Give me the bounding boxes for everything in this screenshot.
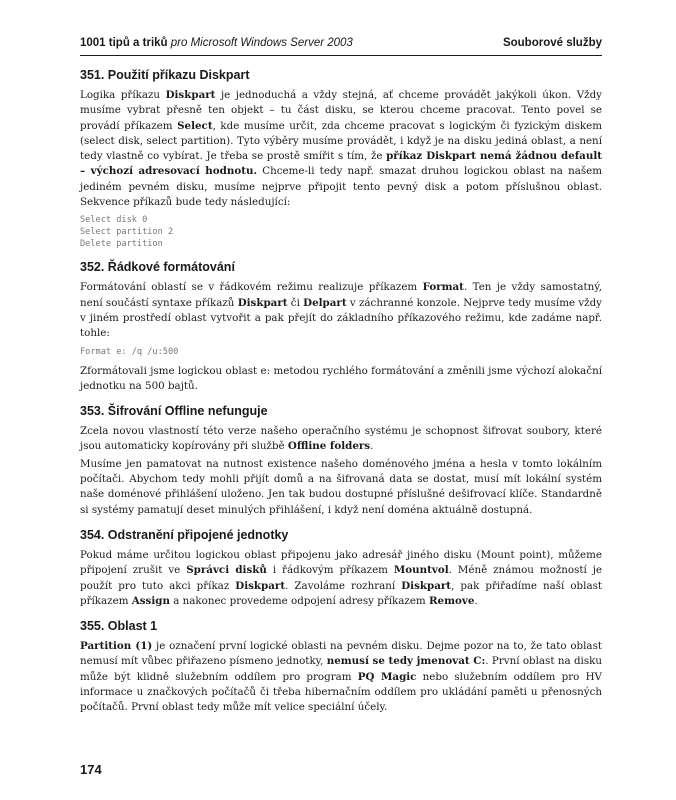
text-run: Chceme-li tedy např. smazat druhou logickou oblast na našem jediném pevném disku, musíme nejprve připojit tento pevný disk a potom příslušnou oblast. Sekvence příkazů bude tedy následující:	[80, 165, 603, 209]
paragraph	[80, 457, 602, 518]
bold-term: Format	[422, 281, 464, 294]
text-run: . Méně známou možností je použít pro tuto akci příkaz	[80, 564, 603, 592]
bold-term: Diskpart	[235, 579, 286, 592]
text-run: Formátování oblastí se v řádkovém režimu realizuje příkazem	[80, 281, 423, 294]
paragraph	[80, 639, 602, 715]
text-run: Logika příkazu	[80, 89, 166, 101]
tip-section	[80, 527, 602, 609]
bold-term: Diskpart	[165, 89, 216, 101]
paragraph	[80, 280, 602, 341]
text-run: i řádkovým příkazem	[266, 564, 394, 577]
running-head	[80, 37, 602, 55]
tip-heading: 354. Odstranění připojené jednotky	[80, 527, 289, 542]
text-run: v záchranné konzole. Nejprve tedy musíme vždy v jiném prostředí oblast vytvořit a pak přejít do základního příkazového režimu, kde zadáme např. tohle:	[80, 296, 602, 340]
paragraph	[80, 424, 602, 455]
book-title: 1001 tipů a triků	[80, 37, 168, 49]
code-block	[80, 214, 602, 250]
bold-term: příkaz Diskpart nemá žádnou default – výchozí adresovací hodnotu.	[80, 150, 602, 178]
tip-heading: 352. Řádkové formátování	[80, 260, 235, 275]
bold-term: Delpart	[303, 296, 347, 309]
text-run: . Ten je vždy samostatný, není součástí syntaxe příkazů	[80, 281, 602, 309]
bold-term: Offline folders	[287, 440, 371, 453]
book-title-line	[80, 37, 353, 49]
tip-heading: 355. Oblast 1	[80, 619, 158, 634]
text-run: .	[370, 440, 374, 453]
text-run: . První oblast na disku může být klidně služebním oddílem pro program	[80, 655, 602, 683]
tip-section	[80, 259, 602, 394]
code-line: Format e: /q /u:500	[80, 346, 179, 357]
paragraph	[80, 88, 602, 210]
code-line: Delete partition	[80, 239, 163, 250]
page-number: 174	[80, 762, 102, 777]
bold-term: PQ Magic	[357, 670, 417, 683]
text-run: , pak přiřadíme naší oblast příkazem	[80, 579, 603, 607]
tip-heading: 351. Použití příkazu Diskpart	[80, 68, 250, 82]
paragraph	[80, 364, 602, 395]
bold-term: nemusí se tedy jmenovat C:	[326, 655, 486, 668]
bold-term: Select	[177, 119, 213, 132]
tip-heading: 353. Šifrování Offline nefunguje	[80, 404, 268, 419]
code-line: Select partition 2	[80, 227, 174, 238]
text-run: Pokud máme určitou logickou oblast připojenu jako adresář jiného disku (Mount point), můžeme připojení zrušit ve	[80, 548, 602, 577]
text-run: , kde musíme určit, zda chceme pracovat s logickým či fyzickým diskem (select disk, select partition). Tyto výběry musíme provádět, i když je na disku jediná oblast, a není tedy vlastně co vybírat. Je třeba se prostě smířit s tím, že	[80, 119, 602, 163]
code-block	[80, 346, 602, 358]
text-run: .	[474, 594, 478, 607]
bold-term: Mountvol	[393, 564, 449, 577]
bold-term: Správci disků	[186, 564, 267, 577]
book-subtitle: pro Microsoft Windows Server 2003	[170, 37, 353, 49]
text-run: . Zavoláme rozhraní	[285, 579, 402, 592]
tip-section	[80, 403, 602, 518]
tip-section	[80, 618, 602, 715]
text-run: je jednoduchá a vždy stejná, ať chceme provádět jakýkoli úkon. Vždy musíme vybrat přesně ten objekt – tu část disku, se kterou chceme pracovat. Tento povel se provádí příkazem	[80, 89, 602, 132]
bold-term: Partition (1)	[80, 640, 153, 653]
header-rule	[80, 55, 602, 56]
bold-term: Diskpart	[401, 579, 452, 592]
code-line: Select disk 0	[80, 215, 148, 226]
text-run: nebo služebním oddílem pro HV informace u značkových počítačů či třeba hibernačním oddílem pro ukládání paměti u přenosných počítačů. První oblast tedy může mít velice speciální účely.	[80, 670, 602, 714]
paragraph	[80, 548, 602, 609]
bold-term: Assign	[131, 594, 170, 607]
text-run: a nakonec provedeme odpojení adresy příkazem	[169, 594, 429, 607]
text-run: Zcela novou vlastností této verze našeho operačního systému je schopnost šifrovat soubory, které jsou automaticky kopírovány při službě	[80, 425, 602, 453]
chapter-title: Souborové služby	[502, 37, 602, 49]
text-run: Zformátovali jsme logickou oblast e: metodou rychlého formátování a změnili jsme výchozí alokační jednotku na 500 bajtů.	[80, 364, 602, 392]
text-run: Musíme jen pamatovat na nutnost existence našeho doménového jména a hesla v tomto lokálním počítači. Abychom tedy mohli přijít domů a na šifrovaná data se dostat, musí mít lokální systém naše doménové přihlášení uloženo. Jen tak budou dostupné příslušné dešifrovací klíče. Standardně si systémy pamatují deset minulých přihlášení, i když není doména aktuálně dostupná.	[80, 457, 602, 516]
tip-section	[80, 67, 602, 250]
page-content	[80, 67, 602, 725]
bold-term: Remove	[428, 594, 475, 607]
bold-term: Diskpart	[237, 296, 288, 309]
text-run: či	[287, 296, 304, 309]
text-run: je označení první logické oblasti na pevném disku. Dejme pozor na to, že tato oblast nemusí mít vůbec přiřazeno písmeno jednotky,	[80, 640, 602, 668]
